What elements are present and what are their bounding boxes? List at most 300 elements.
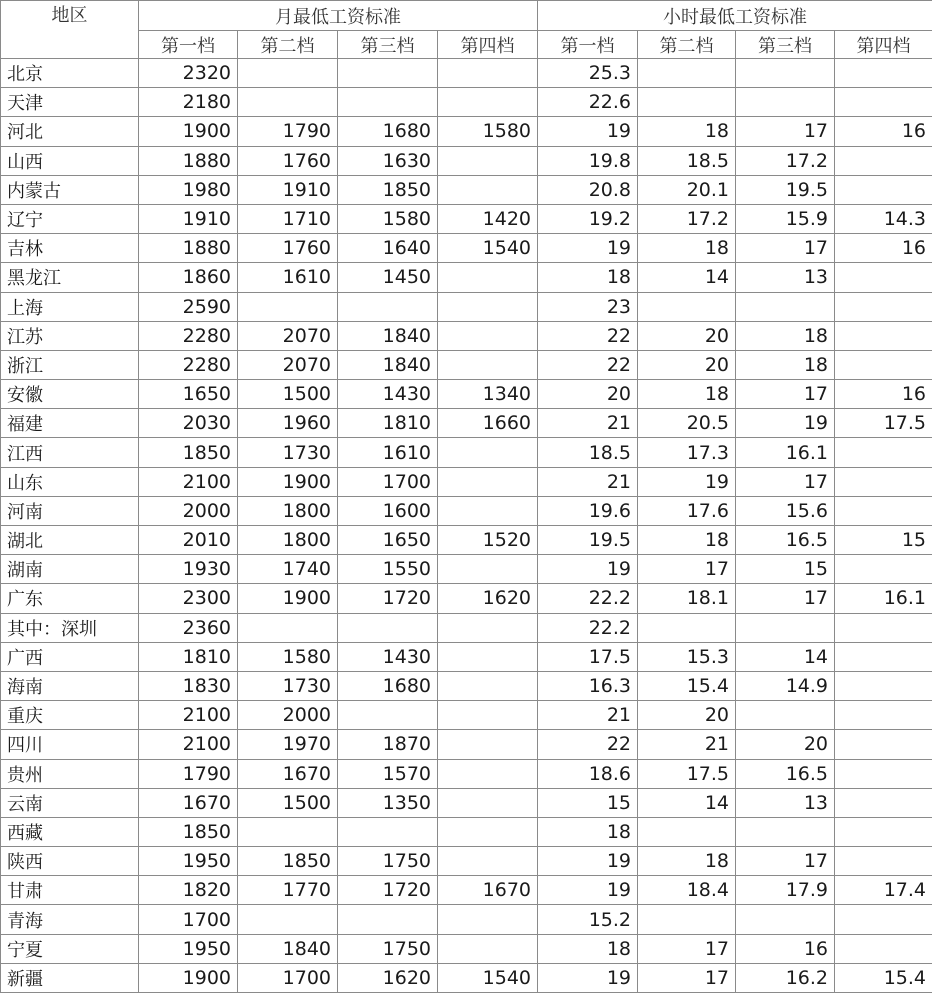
monthly-tier-2-cell: 1960 bbox=[238, 409, 338, 438]
monthly-tier-2-cell: 2070 bbox=[238, 321, 338, 350]
table-row bbox=[1, 467, 932, 496]
hourly-tier-1-cell: 21 bbox=[538, 701, 638, 730]
monthly-tier-1-cell: 2280 bbox=[139, 321, 238, 350]
region-cell: 湖南 bbox=[1, 555, 139, 584]
hourly-tier-3-cell: 17 bbox=[736, 467, 835, 496]
monthly-tier-2-cell: 1730 bbox=[238, 438, 338, 467]
hourly-tier-4-cell bbox=[835, 321, 932, 350]
monthly-tier-4-cell: 1540 bbox=[438, 234, 538, 263]
monthly-tier-1-cell: 2360 bbox=[139, 613, 238, 642]
table-row bbox=[1, 584, 932, 613]
monthly-tier-3-cell: 1680 bbox=[338, 671, 438, 700]
hourly-tier-2-cell: 17.5 bbox=[638, 759, 736, 788]
monthly-tier-4-cell: 1660 bbox=[438, 409, 538, 438]
hourly-tier-2-cell: 17.6 bbox=[638, 496, 736, 525]
monthly-tier-4-cell bbox=[438, 817, 538, 846]
monthly-group-header: 月最低工资标准 bbox=[139, 1, 538, 31]
header-row-tiers bbox=[1, 31, 932, 59]
monthly-tier-3-cell: 1550 bbox=[338, 555, 438, 584]
hourly-tier-3-cell: 18 bbox=[736, 350, 835, 379]
hourly-tier-1-cell: 18 bbox=[538, 817, 638, 846]
hourly-tier-1-cell: 22.6 bbox=[538, 88, 638, 117]
monthly-tier-3-cell bbox=[338, 905, 438, 934]
table-row bbox=[1, 847, 932, 876]
hourly-tier-3-cell: 15 bbox=[736, 555, 835, 584]
monthly-tier-2-cell: 1910 bbox=[238, 175, 338, 204]
hourly-tier-4-cell bbox=[835, 555, 932, 584]
hourly-tier-1-cell: 22.2 bbox=[538, 584, 638, 613]
monthly-tier-3-cell bbox=[338, 88, 438, 117]
hourly-tier-2-cell: 18.5 bbox=[638, 146, 736, 175]
monthly-tier-1-cell: 2030 bbox=[139, 409, 238, 438]
monthly-tier-4-cell bbox=[438, 555, 538, 584]
monthly-tier-1-cell: 2300 bbox=[139, 584, 238, 613]
hourly-tier-4-cell bbox=[835, 817, 932, 846]
region-cell: 云南 bbox=[1, 788, 139, 817]
header-row-groups bbox=[1, 1, 932, 31]
hourly-tier-1-cell: 19 bbox=[538, 555, 638, 584]
monthly-tier-4-cell: 1620 bbox=[438, 584, 538, 613]
hourly-tier-2-cell bbox=[638, 817, 736, 846]
monthly-tier-1-header: 第一档 bbox=[139, 31, 238, 59]
hourly-tier-4-cell: 15.4 bbox=[835, 963, 932, 992]
monthly-tier-4-cell: 1540 bbox=[438, 963, 538, 992]
hourly-tier-3-cell: 18 bbox=[736, 321, 835, 350]
monthly-tier-4-cell bbox=[438, 701, 538, 730]
hourly-tier-1-cell: 18.6 bbox=[538, 759, 638, 788]
region-cell: 其中：深圳 bbox=[1, 613, 139, 642]
monthly-tier-2-cell: 1580 bbox=[238, 642, 338, 671]
region-cell: 甘肃 bbox=[1, 876, 139, 905]
hourly-tier-4-cell bbox=[835, 613, 932, 642]
monthly-tier-4-cell: 1420 bbox=[438, 204, 538, 233]
monthly-tier-2-cell bbox=[238, 817, 338, 846]
hourly-tier-2-cell: 17 bbox=[638, 555, 736, 584]
monthly-tier-4-cell bbox=[438, 496, 538, 525]
region-cell: 浙江 bbox=[1, 350, 139, 379]
hourly-tier-2-cell: 20 bbox=[638, 701, 736, 730]
hourly-tier-1-header: 第一档 bbox=[538, 31, 638, 59]
monthly-tier-3-header: 第三档 bbox=[338, 31, 438, 59]
monthly-tier-3-cell: 1620 bbox=[338, 963, 438, 992]
hourly-tier-3-cell: 13 bbox=[736, 263, 835, 292]
hourly-tier-1-cell: 21 bbox=[538, 409, 638, 438]
table-row bbox=[1, 263, 932, 292]
region-cell: 广西 bbox=[1, 642, 139, 671]
monthly-tier-2-cell: 1500 bbox=[238, 788, 338, 817]
hourly-tier-4-cell bbox=[835, 88, 932, 117]
hourly-tier-2-cell: 15.3 bbox=[638, 642, 736, 671]
hourly-tier-1-cell: 20.8 bbox=[538, 175, 638, 204]
monthly-tier-2-cell bbox=[238, 613, 338, 642]
hourly-tier-4-cell: 14.3 bbox=[835, 204, 932, 233]
monthly-tier-3-cell bbox=[338, 701, 438, 730]
monthly-tier-3-cell: 1630 bbox=[338, 146, 438, 175]
monthly-tier-3-cell: 1610 bbox=[338, 438, 438, 467]
hourly-tier-1-cell: 19 bbox=[538, 234, 638, 263]
region-cell: 青海 bbox=[1, 905, 139, 934]
monthly-tier-1-cell: 2010 bbox=[139, 526, 238, 555]
monthly-tier-1-cell: 1820 bbox=[139, 876, 238, 905]
table-row bbox=[1, 146, 932, 175]
monthly-tier-2-cell: 1760 bbox=[238, 146, 338, 175]
table-row bbox=[1, 876, 932, 905]
hourly-tier-4-cell: 16.1 bbox=[835, 584, 932, 613]
region-cell: 江苏 bbox=[1, 321, 139, 350]
hourly-tier-3-header: 第三档 bbox=[736, 31, 835, 59]
region-cell: 海南 bbox=[1, 671, 139, 700]
table-row bbox=[1, 671, 932, 700]
monthly-tier-1-cell: 1900 bbox=[139, 117, 238, 146]
hourly-tier-4-cell bbox=[835, 847, 932, 876]
region-cell: 吉林 bbox=[1, 234, 139, 263]
region-cell: 河北 bbox=[1, 117, 139, 146]
monthly-tier-4-cell bbox=[438, 350, 538, 379]
monthly-tier-2-cell bbox=[238, 292, 338, 321]
hourly-tier-3-cell: 17 bbox=[736, 380, 835, 409]
monthly-tier-4-cell bbox=[438, 759, 538, 788]
hourly-tier-4-cell bbox=[835, 671, 932, 700]
monthly-tier-4-cell bbox=[438, 59, 538, 88]
monthly-tier-3-cell: 1850 bbox=[338, 175, 438, 204]
monthly-tier-4-cell bbox=[438, 788, 538, 817]
monthly-tier-3-cell: 1840 bbox=[338, 350, 438, 379]
monthly-tier-4-header: 第四档 bbox=[438, 31, 538, 59]
hourly-tier-2-cell bbox=[638, 59, 736, 88]
hourly-tier-3-cell: 13 bbox=[736, 788, 835, 817]
monthly-tier-4-cell bbox=[438, 438, 538, 467]
monthly-tier-3-cell: 1840 bbox=[338, 321, 438, 350]
hourly-tier-3-cell: 16.5 bbox=[736, 526, 835, 555]
hourly-tier-2-header: 第二档 bbox=[638, 31, 736, 59]
monthly-tier-2-cell: 1730 bbox=[238, 671, 338, 700]
monthly-tier-1-cell: 2590 bbox=[139, 292, 238, 321]
hourly-tier-2-cell: 20 bbox=[638, 321, 736, 350]
monthly-tier-4-cell bbox=[438, 934, 538, 963]
table-row bbox=[1, 934, 932, 963]
hourly-tier-4-cell: 17.4 bbox=[835, 876, 932, 905]
monthly-tier-1-cell: 1700 bbox=[139, 905, 238, 934]
region-cell: 四川 bbox=[1, 730, 139, 759]
monthly-tier-3-cell bbox=[338, 59, 438, 88]
hourly-tier-3-cell: 16.1 bbox=[736, 438, 835, 467]
monthly-tier-4-cell bbox=[438, 263, 538, 292]
hourly-tier-2-cell: 20 bbox=[638, 350, 736, 379]
hourly-tier-3-cell: 17.9 bbox=[736, 876, 835, 905]
hourly-tier-3-cell bbox=[736, 613, 835, 642]
table-row bbox=[1, 117, 932, 146]
hourly-tier-2-cell: 15.4 bbox=[638, 671, 736, 700]
monthly-tier-2-cell: 1850 bbox=[238, 847, 338, 876]
hourly-tier-1-cell: 17.5 bbox=[538, 642, 638, 671]
monthly-tier-1-cell: 2180 bbox=[139, 88, 238, 117]
hourly-tier-4-header: 第四档 bbox=[835, 31, 932, 59]
hourly-tier-2-cell: 18 bbox=[638, 117, 736, 146]
hourly-tier-4-cell bbox=[835, 788, 932, 817]
monthly-tier-4-cell bbox=[438, 642, 538, 671]
hourly-tier-4-cell: 17.5 bbox=[835, 409, 932, 438]
monthly-tier-4-cell bbox=[438, 671, 538, 700]
monthly-tier-3-cell: 1720 bbox=[338, 584, 438, 613]
monthly-tier-3-cell: 1580 bbox=[338, 204, 438, 233]
hourly-tier-3-cell bbox=[736, 817, 835, 846]
table-row bbox=[1, 759, 932, 788]
monthly-tier-2-cell: 1500 bbox=[238, 380, 338, 409]
monthly-tier-3-cell: 1430 bbox=[338, 380, 438, 409]
monthly-tier-2-cell: 1710 bbox=[238, 204, 338, 233]
hourly-tier-1-cell: 19.6 bbox=[538, 496, 638, 525]
hourly-tier-2-cell bbox=[638, 292, 736, 321]
hourly-tier-1-cell: 19 bbox=[538, 117, 638, 146]
hourly-tier-2-cell: 14 bbox=[638, 788, 736, 817]
hourly-tier-2-cell: 18 bbox=[638, 234, 736, 263]
monthly-tier-3-cell: 1750 bbox=[338, 847, 438, 876]
monthly-tier-3-cell: 1750 bbox=[338, 934, 438, 963]
hourly-tier-3-cell bbox=[736, 905, 835, 934]
hourly-tier-3-cell bbox=[736, 59, 835, 88]
monthly-tier-2-cell: 1610 bbox=[238, 263, 338, 292]
hourly-tier-2-cell: 18 bbox=[638, 847, 736, 876]
table-row bbox=[1, 788, 932, 817]
monthly-tier-2-cell bbox=[238, 905, 338, 934]
hourly-tier-1-cell: 22 bbox=[538, 321, 638, 350]
hourly-tier-4-cell bbox=[835, 175, 932, 204]
hourly-tier-4-cell bbox=[835, 146, 932, 175]
hourly-tier-2-cell: 20.1 bbox=[638, 175, 736, 204]
monthly-tier-3-cell bbox=[338, 817, 438, 846]
monthly-tier-4-cell: 1580 bbox=[438, 117, 538, 146]
monthly-tier-4-cell bbox=[438, 88, 538, 117]
region-cell: 新疆 bbox=[1, 963, 139, 992]
monthly-tier-3-cell: 1720 bbox=[338, 876, 438, 905]
hourly-tier-1-cell: 22 bbox=[538, 350, 638, 379]
monthly-tier-2-cell: 1670 bbox=[238, 759, 338, 788]
region-cell: 江西 bbox=[1, 438, 139, 467]
monthly-tier-2-cell: 1970 bbox=[238, 730, 338, 759]
monthly-tier-4-cell bbox=[438, 905, 538, 934]
table-row bbox=[1, 526, 932, 555]
hourly-tier-3-cell: 17 bbox=[736, 234, 835, 263]
hourly-tier-1-cell: 18 bbox=[538, 934, 638, 963]
hourly-tier-2-cell bbox=[638, 905, 736, 934]
hourly-tier-3-cell: 20 bbox=[736, 730, 835, 759]
hourly-tier-1-cell: 15 bbox=[538, 788, 638, 817]
table-row bbox=[1, 380, 932, 409]
table-row bbox=[1, 234, 932, 263]
hourly-tier-4-cell bbox=[835, 496, 932, 525]
monthly-tier-1-cell: 1930 bbox=[139, 555, 238, 584]
monthly-tier-1-cell: 1670 bbox=[139, 788, 238, 817]
monthly-tier-3-cell: 1570 bbox=[338, 759, 438, 788]
hourly-tier-2-cell: 17 bbox=[638, 934, 736, 963]
hourly-tier-4-cell bbox=[835, 701, 932, 730]
table-row bbox=[1, 496, 932, 525]
monthly-tier-3-cell: 1430 bbox=[338, 642, 438, 671]
table-row bbox=[1, 642, 932, 671]
hourly-tier-3-cell: 17 bbox=[736, 847, 835, 876]
hourly-tier-3-cell: 16.5 bbox=[736, 759, 835, 788]
monthly-tier-1-cell: 1650 bbox=[139, 380, 238, 409]
monthly-tier-3-cell: 1700 bbox=[338, 467, 438, 496]
monthly-tier-2-cell: 1900 bbox=[238, 467, 338, 496]
hourly-tier-2-cell: 19 bbox=[638, 467, 736, 496]
region-cell: 河南 bbox=[1, 496, 139, 525]
monthly-tier-4-cell bbox=[438, 175, 538, 204]
monthly-tier-2-header: 第二档 bbox=[238, 31, 338, 59]
hourly-tier-3-cell: 16 bbox=[736, 934, 835, 963]
monthly-tier-1-cell: 1900 bbox=[139, 963, 238, 992]
monthly-tier-2-cell bbox=[238, 88, 338, 117]
hourly-tier-1-cell: 19 bbox=[538, 847, 638, 876]
hourly-tier-1-cell: 21 bbox=[538, 467, 638, 496]
hourly-tier-1-cell: 23 bbox=[538, 292, 638, 321]
hourly-tier-4-cell bbox=[835, 759, 932, 788]
region-cell: 山西 bbox=[1, 146, 139, 175]
monthly-tier-4-cell bbox=[438, 467, 538, 496]
hourly-tier-2-cell: 17.3 bbox=[638, 438, 736, 467]
region-cell: 辽宁 bbox=[1, 204, 139, 233]
hourly-tier-2-cell: 18.4 bbox=[638, 876, 736, 905]
region-cell: 内蒙古 bbox=[1, 175, 139, 204]
table-row bbox=[1, 59, 932, 88]
region-cell: 山东 bbox=[1, 467, 139, 496]
monthly-tier-2-cell: 1800 bbox=[238, 496, 338, 525]
region-cell: 贵州 bbox=[1, 759, 139, 788]
table-row bbox=[1, 409, 932, 438]
hourly-tier-4-cell: 16 bbox=[835, 380, 932, 409]
hourly-tier-1-cell: 16.3 bbox=[538, 671, 638, 700]
monthly-tier-1-cell: 2100 bbox=[139, 467, 238, 496]
monthly-tier-1-cell: 2000 bbox=[139, 496, 238, 525]
region-cell: 广东 bbox=[1, 584, 139, 613]
monthly-tier-2-cell: 1770 bbox=[238, 876, 338, 905]
table-row bbox=[1, 175, 932, 204]
monthly-tier-1-cell: 1880 bbox=[139, 146, 238, 175]
table-row bbox=[1, 555, 932, 584]
monthly-tier-1-cell: 1950 bbox=[139, 847, 238, 876]
hourly-tier-1-cell: 19.2 bbox=[538, 204, 638, 233]
table-row bbox=[1, 88, 932, 117]
monthly-tier-1-cell: 1850 bbox=[139, 817, 238, 846]
hourly-tier-3-cell: 14.9 bbox=[736, 671, 835, 700]
hourly-tier-1-cell: 22.2 bbox=[538, 613, 638, 642]
hourly-tier-4-cell bbox=[835, 642, 932, 671]
hourly-tier-2-cell: 18 bbox=[638, 380, 736, 409]
monthly-tier-1-cell: 1950 bbox=[139, 934, 238, 963]
hourly-tier-1-cell: 18 bbox=[538, 263, 638, 292]
hourly-tier-3-cell: 17 bbox=[736, 117, 835, 146]
hourly-tier-1-cell: 19.8 bbox=[538, 146, 638, 175]
monthly-tier-1-cell: 2320 bbox=[139, 59, 238, 88]
table-row bbox=[1, 292, 932, 321]
monthly-tier-3-cell: 1600 bbox=[338, 496, 438, 525]
table-row bbox=[1, 613, 932, 642]
table-row bbox=[1, 204, 932, 233]
monthly-tier-1-cell: 2100 bbox=[139, 730, 238, 759]
table-row bbox=[1, 817, 932, 846]
hourly-tier-2-cell: 17.2 bbox=[638, 204, 736, 233]
monthly-tier-1-cell: 1910 bbox=[139, 204, 238, 233]
monthly-tier-4-cell bbox=[438, 613, 538, 642]
monthly-tier-3-cell: 1810 bbox=[338, 409, 438, 438]
hourly-tier-4-cell: 16 bbox=[835, 117, 932, 146]
monthly-tier-2-cell: 1790 bbox=[238, 117, 338, 146]
region-cell: 上海 bbox=[1, 292, 139, 321]
region-cell: 陕西 bbox=[1, 847, 139, 876]
hourly-tier-1-cell: 20 bbox=[538, 380, 638, 409]
hourly-tier-4-cell bbox=[835, 292, 932, 321]
region-cell: 安徽 bbox=[1, 380, 139, 409]
region-cell: 重庆 bbox=[1, 701, 139, 730]
monthly-tier-1-cell: 1880 bbox=[139, 234, 238, 263]
hourly-tier-3-cell: 19.5 bbox=[736, 175, 835, 204]
hourly-tier-2-cell bbox=[638, 613, 736, 642]
monthly-tier-3-cell bbox=[338, 292, 438, 321]
monthly-tier-1-cell: 1850 bbox=[139, 438, 238, 467]
monthly-tier-1-cell: 1790 bbox=[139, 759, 238, 788]
monthly-tier-4-cell: 1520 bbox=[438, 526, 538, 555]
hourly-tier-1-cell: 15.2 bbox=[538, 905, 638, 934]
table-row bbox=[1, 905, 932, 934]
hourly-tier-4-cell bbox=[835, 905, 932, 934]
hourly-tier-2-cell: 18 bbox=[638, 526, 736, 555]
region-cell: 西藏 bbox=[1, 817, 139, 846]
hourly-tier-4-cell bbox=[835, 59, 932, 88]
hourly-tier-4-cell bbox=[835, 350, 932, 379]
table-row bbox=[1, 321, 932, 350]
monthly-tier-2-cell: 1760 bbox=[238, 234, 338, 263]
hourly-tier-1-cell: 18.5 bbox=[538, 438, 638, 467]
monthly-tier-4-cell bbox=[438, 847, 538, 876]
table-row bbox=[1, 438, 932, 467]
monthly-tier-1-cell: 1810 bbox=[139, 642, 238, 671]
region-cell: 北京 bbox=[1, 59, 139, 88]
hourly-tier-1-cell: 19 bbox=[538, 963, 638, 992]
monthly-tier-4-cell bbox=[438, 292, 538, 321]
region-cell: 湖北 bbox=[1, 526, 139, 555]
hourly-tier-4-cell: 15 bbox=[835, 526, 932, 555]
monthly-tier-3-cell bbox=[338, 613, 438, 642]
hourly-tier-3-cell: 17 bbox=[736, 584, 835, 613]
monthly-tier-4-cell bbox=[438, 321, 538, 350]
hourly-tier-2-cell: 18.1 bbox=[638, 584, 736, 613]
table-row bbox=[1, 963, 932, 992]
hourly-tier-2-cell: 21 bbox=[638, 730, 736, 759]
monthly-tier-1-cell: 2280 bbox=[139, 350, 238, 379]
table-row bbox=[1, 730, 932, 759]
hourly-tier-4-cell bbox=[835, 467, 932, 496]
hourly-tier-1-cell: 25.3 bbox=[538, 59, 638, 88]
monthly-tier-2-cell: 2000 bbox=[238, 701, 338, 730]
hourly-tier-2-cell: 20.5 bbox=[638, 409, 736, 438]
region-cell: 宁夏 bbox=[1, 934, 139, 963]
monthly-tier-4-cell bbox=[438, 730, 538, 759]
hourly-tier-2-cell: 17 bbox=[638, 963, 736, 992]
monthly-tier-4-cell: 1670 bbox=[438, 876, 538, 905]
monthly-tier-1-cell: 1860 bbox=[139, 263, 238, 292]
monthly-tier-2-cell bbox=[238, 59, 338, 88]
monthly-tier-3-cell: 1870 bbox=[338, 730, 438, 759]
monthly-tier-3-cell: 1450 bbox=[338, 263, 438, 292]
hourly-tier-3-cell bbox=[736, 88, 835, 117]
hourly-tier-1-cell: 19 bbox=[538, 876, 638, 905]
hourly-tier-4-cell bbox=[835, 730, 932, 759]
monthly-tier-2-cell: 1700 bbox=[238, 963, 338, 992]
monthly-tier-1-cell: 2100 bbox=[139, 701, 238, 730]
monthly-tier-4-cell bbox=[438, 146, 538, 175]
hourly-tier-3-cell: 15.9 bbox=[736, 204, 835, 233]
hourly-tier-4-cell bbox=[835, 934, 932, 963]
